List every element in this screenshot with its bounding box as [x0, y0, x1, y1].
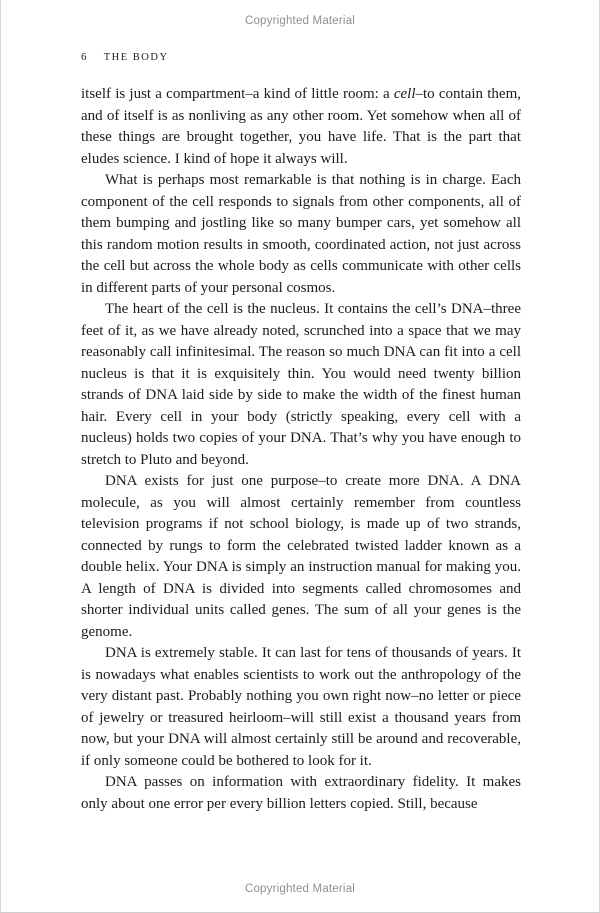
running-head-title: THE BODY [103, 52, 169, 63]
page-header [81, 51, 169, 63]
copyright-notice-bottom: Copyrighted Material [244, 883, 356, 895]
text-segment: DNA exists for just one purpose–to create more DNA. A DNA molecule, as you will almost certainly remember from countless television programs if not school biology, is made up of two strands, connected by rungs to form the celebrated twisted ladder known as a double helix. Your DNA is simply an instruction manual for making you. A length of DNA is divided into segments called chromosomes and shorter individual units called genes. The sum of all your genes is the genome. [81, 473, 521, 640]
paragraph [81, 299, 521, 471]
page-body [81, 84, 521, 815]
paragraph [81, 772, 521, 815]
paragraph [81, 643, 521, 772]
paragraph [81, 471, 521, 643]
paragraph [81, 170, 521, 299]
text-segment: –to contain them, and of itself is as nonliving as any other room. Yet somehow when all of these things are brought together, you have life. That is the part that eludes science. I kind of hope it always will. [81, 86, 521, 167]
page-number: 6 [81, 51, 87, 63]
text-segment: The heart of the cell is the nucleus. It contains the cell’s DNA–three feet of it, as we have already noted, scrunched into a space that we may reasonably call infinitesimal. The reason so much DNA can fit into a cell nucleus is that it is exquisitely thin. You would need twenty billion strands of DNA laid side by side to make the width of the finest human hair. Every cell in your body (strictly speaking, every cell with a nucleus) holds two copies of your DNA. That’s why you have enough to stretch to Pluto and beyond. [81, 301, 521, 468]
text-segment: What is perhaps most remarkable is that nothing is in charge. Each component of the cell responds to signals from other components, all of them bumping and jostling like so many bumper cars, yet somehow all this random motion results in smooth, coordinated action, not just across the cell but across the whole body as cells communicate with other cells in different parts of your personal cosmos. [81, 172, 521, 296]
emphasized-text: cell [393, 86, 416, 102]
text-segment: itself is just a compartment–a kind of little room: a [81, 86, 394, 102]
text-segment: DNA is extremely stable. It can last for tens of thousands of years. It is nowadays what enables scientists to work out the anthropology of the very distant past. Probably nothing you own right now–no letter or piece of jewelry or treasured heirloom–will still exist a thousand years from now, but your DNA will almost certainly still be around and recoverable, if only someone could be bothered to look for it. [81, 645, 521, 769]
text-segment: DNA passes on information with extraordinary fidelity. It makes only about one error per every billion letters copied. Still, because [81, 774, 521, 812]
paragraph [81, 84, 521, 170]
copyright-notice-top: Copyrighted Material [244, 15, 356, 27]
